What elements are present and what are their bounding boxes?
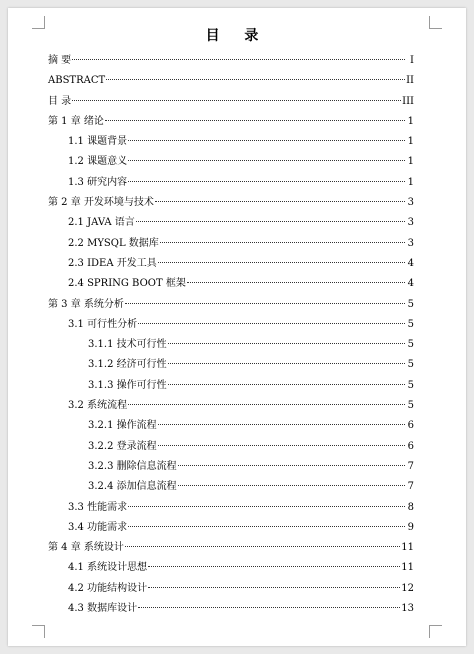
toc-entry[interactable] [48, 518, 414, 538]
toc-title: 目 录 [205, 28, 269, 44]
toc-entry-page-number: 13 [401, 603, 414, 615]
toc-entry[interactable] [48, 295, 414, 315]
document-page [8, 8, 466, 646]
toc-entry[interactable] [48, 437, 414, 457]
toc-entry-page-number: 4 [407, 278, 414, 290]
toc-entry-page-number: 5 [407, 298, 414, 310]
toc-entry-label: 1.1 课题背景 [68, 136, 128, 148]
toc-entry-label: 3.2 系统流程 [68, 400, 128, 412]
toc-entry-page-number: 11 [401, 542, 414, 554]
toc-entry-page-number: 3 [407, 217, 414, 229]
toc-leader-dots [128, 181, 405, 182]
toc-entry-page-number: 1 [407, 176, 414, 188]
toc-entry[interactable] [48, 71, 414, 91]
toc-entry-label: 摘 要 [48, 55, 72, 66]
toc-entry-label: 2.1 JAVA 语言 [68, 217, 135, 229]
toc-leader-dots [178, 485, 405, 486]
toc-entry-label: 2.2 MYSQL 数据库 [68, 237, 159, 249]
toc-entry-page-number: III [402, 95, 414, 107]
toc-entry[interactable] [48, 51, 414, 71]
toc-entry-page-number: I [410, 55, 414, 66]
toc-leader-dots [125, 546, 400, 547]
toc-entry[interactable] [48, 112, 414, 132]
toc-entry-label: 3.1.1 技术可行性 [88, 339, 167, 351]
table-of-contents [48, 51, 414, 619]
toc-entry-page-number: 11 [401, 562, 414, 574]
toc-entry-page-number: 5 [407, 359, 414, 371]
toc-entry-label: 4.3 数据库设计 [68, 603, 138, 615]
toc-leader-dots [138, 607, 400, 608]
toc-leader-dots [125, 303, 405, 304]
toc-entry-label: 3.2.2 登录流程 [88, 440, 157, 452]
toc-entry-page-number: 7 [407, 460, 414, 472]
toc-entry-label: 2.3 IDEA 开发工具 [68, 257, 157, 269]
crop-mark-bottom-left [32, 625, 45, 638]
toc-entry[interactable] [48, 193, 414, 213]
toc-entry-label: 1.3 研究内容 [68, 176, 128, 188]
toc-entry[interactable] [48, 376, 414, 396]
toc-leader-dots [168, 343, 405, 344]
toc-entry[interactable] [48, 274, 414, 294]
toc-entry[interactable] [48, 92, 414, 112]
toc-entry[interactable] [48, 335, 414, 355]
toc-leader-dots [128, 526, 405, 527]
toc-entry-label: 4.1 系统设计思想 [68, 562, 148, 574]
toc-leader-dots [128, 140, 405, 141]
toc-leader-dots [155, 201, 405, 202]
toc-entry[interactable] [48, 558, 414, 578]
toc-entry[interactable] [48, 396, 414, 416]
toc-entry[interactable] [48, 254, 414, 274]
toc-entry[interactable] [48, 173, 414, 193]
toc-entry-label: 第 4 章 系统设计 [48, 542, 124, 554]
toc-leader-dots [158, 445, 405, 446]
toc-entry-page-number: II [406, 75, 414, 87]
toc-leader-dots [160, 242, 405, 243]
toc-entry-label: 1.2 课题意义 [68, 156, 128, 168]
toc-leader-dots [158, 262, 405, 263]
toc-entry-label: 目 录 [48, 95, 72, 107]
toc-entry-label: 3.2.1 操作流程 [88, 420, 157, 432]
toc-leader-dots [168, 384, 405, 385]
toc-entry[interactable] [48, 315, 414, 335]
toc-entry-page-number: 12 [401, 582, 414, 594]
toc-leader-dots [148, 587, 400, 588]
toc-entry-page-number: 5 [407, 379, 414, 391]
toc-leader-dots [72, 59, 405, 60]
toc-entry[interactable] [48, 132, 414, 152]
toc-entry[interactable] [48, 355, 414, 375]
toc-entry-label: 3.3 性能需求 [68, 501, 128, 513]
toc-entry-page-number: 7 [407, 481, 414, 493]
toc-entry-page-number: 1 [407, 115, 414, 127]
toc-leader-dots [136, 221, 405, 222]
toc-entry-label: 3.2.4 添加信息流程 [88, 481, 177, 493]
toc-leader-dots [178, 465, 405, 466]
toc-entry[interactable] [48, 599, 414, 619]
toc-leader-dots [105, 120, 405, 121]
toc-entry-page-number: 1 [407, 136, 414, 148]
toc-leader-dots [72, 100, 401, 101]
toc-leader-dots [128, 404, 405, 405]
toc-entry-page-number: 5 [407, 318, 414, 330]
toc-entry-label: ABSTRACT [48, 75, 106, 87]
toc-entry[interactable] [48, 213, 414, 233]
toc-entry-label: 第 2 章 开发环境与技术 [48, 197, 154, 209]
toc-entry[interactable] [48, 152, 414, 172]
toc-entry-page-number: 6 [407, 420, 414, 432]
toc-leader-dots [148, 566, 400, 567]
toc-entry[interactable] [48, 234, 414, 254]
toc-entry[interactable] [48, 416, 414, 436]
toc-entry-label: 第 3 章 系统分析 [48, 298, 124, 310]
toc-entry-label: 3.2.3 删除信息流程 [88, 460, 177, 472]
toc-entry-label: 3.1.3 操作可行性 [88, 379, 167, 391]
toc-entry-page-number: 4 [407, 257, 414, 269]
toc-entry[interactable] [48, 579, 414, 599]
toc-entry[interactable] [48, 498, 414, 518]
toc-entry-page-number: 9 [407, 521, 414, 533]
toc-entry-page-number: 8 [407, 501, 414, 513]
toc-entry-page-number: 6 [407, 440, 414, 452]
toc-leader-dots [128, 506, 405, 507]
toc-entry-page-number: 3 [407, 197, 414, 209]
toc-entry-page-number: 1 [407, 156, 414, 168]
toc-entry-label: 3.1.2 经济可行性 [88, 359, 167, 371]
toc-leader-dots [187, 282, 405, 283]
toc-entry-label: 4.2 功能结构设计 [68, 582, 148, 594]
toc-leader-dots [168, 363, 405, 364]
toc-leader-dots [128, 160, 405, 161]
toc-entry-page-number: 5 [407, 400, 414, 412]
toc-leader-dots [106, 79, 405, 80]
toc-entry-label: 2.4 SPRING BOOT 框架 [68, 278, 186, 290]
toc-entry-label: 3.4 功能需求 [68, 521, 128, 533]
toc-entry[interactable] [48, 538, 414, 558]
toc-entry-page-number: 3 [407, 237, 414, 249]
crop-mark-bottom-right [429, 625, 442, 638]
toc-entry-page-number: 5 [407, 339, 414, 351]
toc-entry-label: 第 1 章 绪论 [48, 115, 104, 127]
toc-entry-label: 3.1 可行性分析 [68, 318, 138, 330]
toc-leader-dots [138, 323, 405, 324]
toc-leader-dots [158, 424, 405, 425]
toc-entry[interactable] [48, 457, 414, 477]
toc-entry[interactable] [48, 477, 414, 497]
